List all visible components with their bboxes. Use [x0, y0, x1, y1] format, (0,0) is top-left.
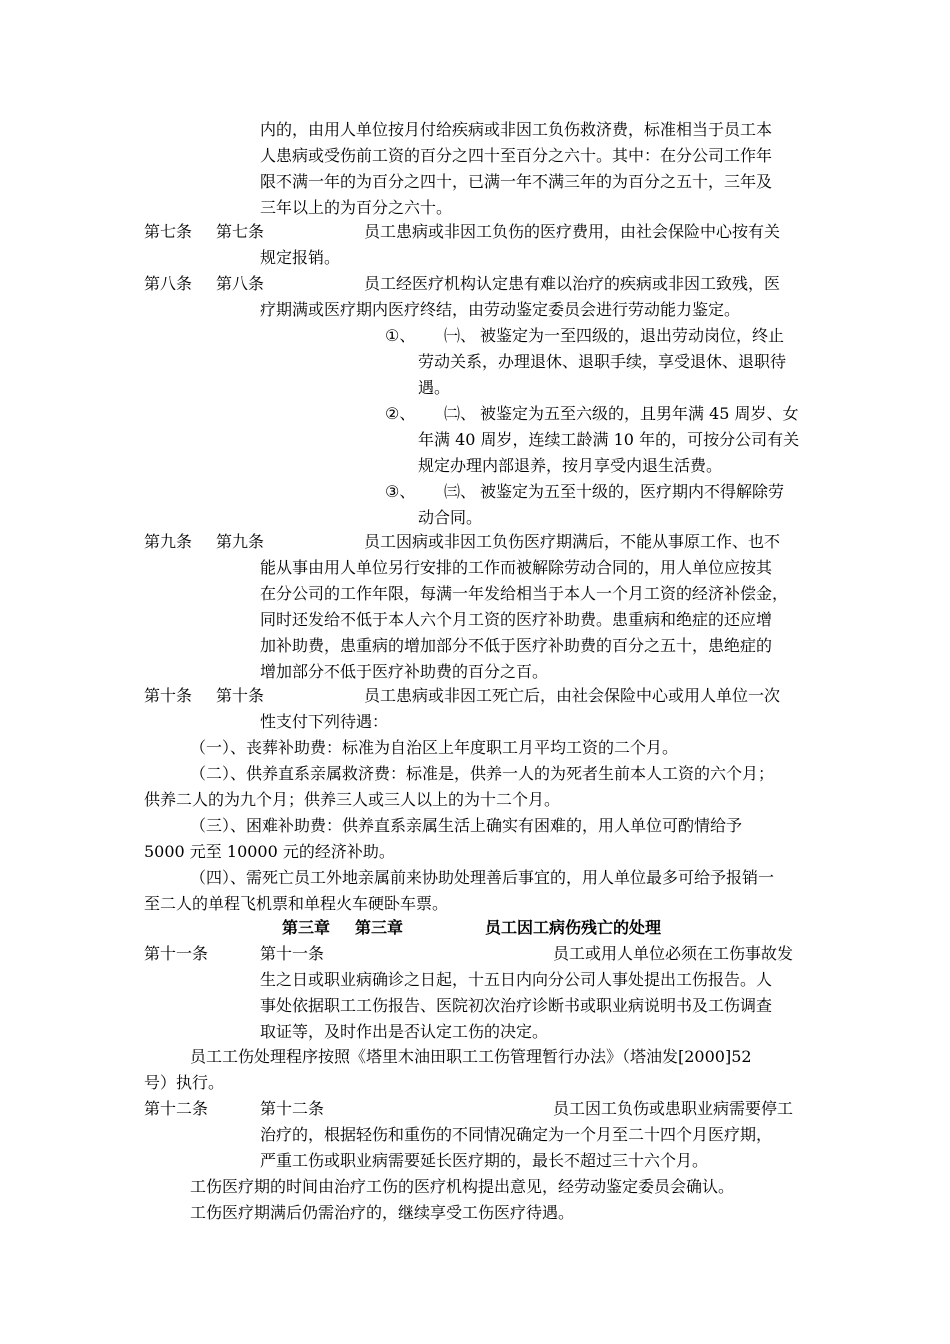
article-8-item-line: 遇。	[418, 378, 451, 397]
article-9-line: 在分公司的工作年限，每满一年发给相当于本人一个月工资的经济补偿金，	[260, 584, 789, 603]
intro-line: 限不满一年的为百分之四十，已满一年不满三年的为百分之五十，三年及	[260, 172, 773, 191]
article-12-number: 第十二条	[144, 1099, 209, 1118]
article-11-note-line: 号）执行。	[144, 1073, 225, 1092]
article-9-line: 增加部分不低于医疗补助费的百分之百。	[260, 662, 549, 681]
article-8-item-sub-marker: ㈠、	[444, 326, 477, 345]
article-7-line: 规定报销。	[260, 248, 341, 267]
article-10-item-line: 5000 元至 10000 元的经济补助。	[144, 842, 395, 861]
article-12-note-line: 工伤医疗期的时间由治疗工伤的医疗机构提出意见，经劳动鉴定委员会确认。	[190, 1177, 735, 1196]
article-10-item-line: （三）、困难补助费：供养直系亲属生活上确实有困难的，用人单位可酌情给予	[190, 816, 743, 835]
article-8-item-line: 规定办理内部退养，按月享受内退生活费。	[418, 456, 723, 475]
article-9-number-dup: 第九条	[216, 532, 265, 551]
article-12-line: 员工因工负伤或患职业病需要停工	[553, 1099, 794, 1118]
article-11-line: 生之日或职业病确诊之日起，十五日内向分公司人事处提出工伤报告。人	[260, 970, 773, 989]
article-8-number-dup: 第八条	[216, 274, 265, 293]
article-8-item-line: 被鉴定为一至四级的，退出劳动岗位，终止	[480, 326, 785, 345]
article-8-item-line: 被鉴定为五至十级的，医疗期内不得解除劳	[480, 482, 785, 501]
chapter-3-number-dup: 第三章	[355, 918, 404, 937]
article-8-item-sub-marker: ㈡、	[444, 404, 477, 423]
article-8-item-marker: ①、	[385, 326, 416, 345]
article-8-item-marker: ②、	[385, 404, 416, 423]
article-10-item-line: （四）、需死亡员工外地亲属前来协助处理善后事宜的，用人单位最多可给予报销一	[190, 868, 775, 887]
article-12-line: 严重工伤或职业病需要延长医疗期的，最长不超过三十六个月。	[260, 1151, 709, 1170]
article-7-line: 员工患病或非因工负伤的医疗费用，由社会保险中心按有关	[364, 222, 781, 241]
article-11-line: 取证等，及时作出是否认定工伤的决定。	[260, 1022, 549, 1041]
article-10-item-line: 供养二人的为九个月；供养三人或三人以上的为十二个月。	[144, 790, 561, 809]
article-10-item-line: （一）、丧葬补助费：标准为自治区上年度职工月平均工资的二个月。	[190, 738, 679, 757]
article-12-line: 治疗的，根据轻伤和重伤的不同情况确定为一个月至二十四个月医疗期，	[260, 1125, 773, 1144]
article-11-note-line: 员工工伤处理程序按照《塔里木油田职工工伤管理暂行办法》（塔油发[2000]52	[190, 1047, 752, 1066]
article-9-line: 员工因病或非因工负伤医疗期满后，不能从事原工作、也不	[364, 532, 781, 551]
article-10-number: 第十条	[144, 686, 193, 705]
article-11-line: 事处依据职工工伤报告、医院初次治疗诊断书或职业病说明书及工伤调查	[260, 996, 773, 1015]
article-8-item-line: 动合同。	[418, 508, 483, 527]
article-9-line: 加补助费，患重病的增加部分不低于医疗补助费的百分之五十，患绝症的	[260, 636, 773, 655]
article-7-number: 第七条	[144, 222, 193, 241]
article-12-number-dup: 第十二条	[260, 1099, 325, 1118]
article-7-number-dup: 第七条	[216, 222, 265, 241]
article-11-number-dup: 第十一条	[260, 944, 325, 963]
article-11-line: 员工或用人单位必须在工伤事故发	[553, 944, 794, 963]
article-10-line: 性支付下列待遇：	[260, 712, 389, 731]
article-9-line: 能从事由用人单位另行安排的工作而被解除劳动合同的，用人单位应按其	[260, 558, 773, 577]
article-9-line: 同时还发给不低于本人六个月工资的医疗补助费。患重病和绝症的还应增	[260, 610, 773, 629]
article-10-item-line: （二）、供养直系亲属救济费：标准是，供养一人的为死者生前本人工资的六个月；	[190, 764, 775, 783]
chapter-3-number: 第三章	[282, 918, 331, 937]
intro-line: 人患病或受伤前工资的百分之四十至百分之六十。其中：在分公司工作年	[260, 146, 773, 165]
chapter-3-title: 员工因工病伤残亡的处理	[485, 918, 662, 937]
article-12-note-line: 工伤医疗期满后仍需治疗的，继续享受工伤医疗待遇。	[190, 1203, 575, 1222]
article-11-number: 第十一条	[144, 944, 209, 963]
article-10-line: 员工患病或非因工死亡后，由社会保险中心或用人单位一次	[364, 686, 781, 705]
article-9-number: 第九条	[144, 532, 193, 551]
article-10-item-line: 至二人的单程飞机票和单程火车硬卧车票。	[144, 894, 449, 913]
intro-line: 内的，由用人单位按月付给疾病或非因工负伤救济费，标准相当于员工本	[260, 120, 773, 139]
article-8-number: 第八条	[144, 274, 193, 293]
article-8-item-marker: ③、	[385, 482, 416, 501]
article-8-item-sub-marker: ㈢、	[444, 482, 477, 501]
article-8-item-line: 被鉴定为五至六级的，且男年满 45 周岁、女	[480, 404, 799, 423]
article-8-line: 疗期满或医疗期内医疗终结，由劳动鉴定委员会进行劳动能力鉴定。	[260, 300, 741, 319]
article-10-number-dup: 第十条	[216, 686, 265, 705]
article-8-line: 员工经医疗机构认定患有难以治疗的疾病或非因工致残，医	[364, 274, 781, 293]
article-8-item-line: 年满 40 周岁，连续工龄满 10 年的，可按分公司有关	[418, 430, 800, 449]
intro-line: 三年以上的为百分之六十。	[260, 198, 453, 217]
article-8-item-line: 劳动关系，办理退休、退职手续，享受退休、退职待	[418, 352, 787, 371]
